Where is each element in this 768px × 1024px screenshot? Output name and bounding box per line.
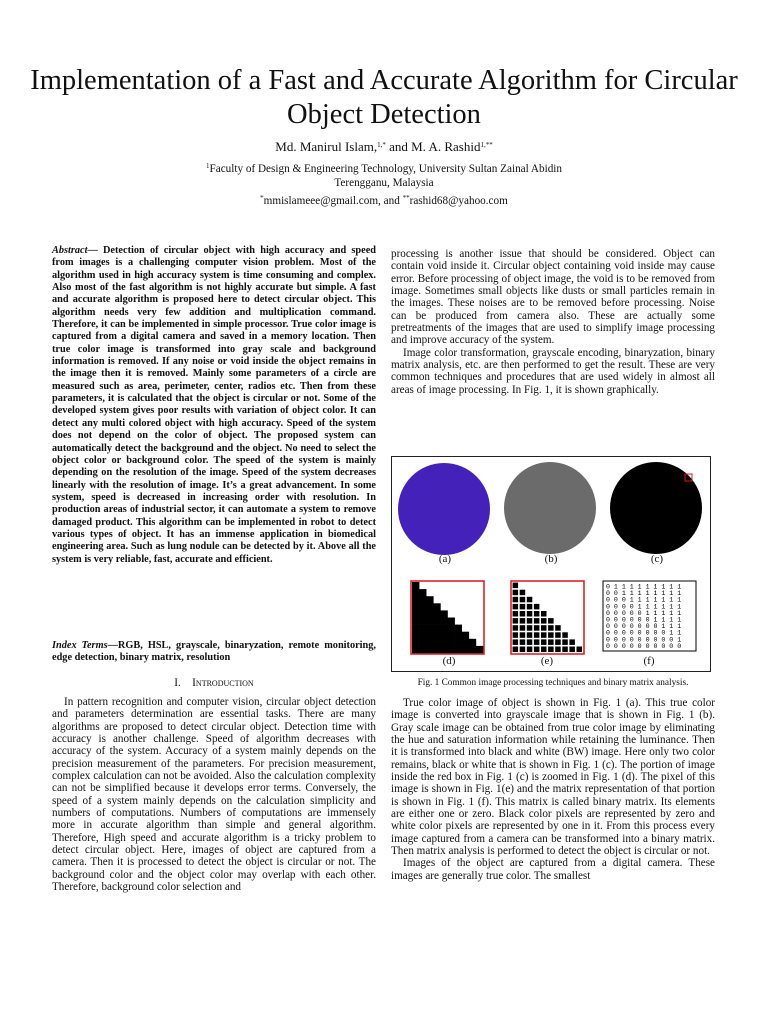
right-column-bottom — [391, 697, 715, 882]
abstract-text: Detection of circular object with high accuracy and speed from images is a challenging computer vision problem. Most of the algorithm used in high accuracy system is time consuming and complex. Also most of the fast algorithm is not highly accurate but simple. A fast and accurate algorithm is proposed here to detect circular object. This algorithm needs very few addition and multiplication command. Therefore, it can be implemented in simple processor. True color image is captured from a digital camera and saved in a memory location. Then true color image is transformed into gray scale and background information is removed. If any noise or void inside the object remains in the image then it is removed. Mainly some parameters of a circle are measured such as area, perimeter, center, radios etc. Then from these parameters, it is calculated that the object is circular or not. Some of the developed system gives poor results with variation of object color. It can detect any multi colored object with high accuracy. Speed of the system does not depend on the color of object. The proposed system can automatically detect the background and the object. No need to select the object color or background color. The speed of the system is mainly depending on the resolution of the image. Speed of the system decreases linearly with the resolution of image. It’s a great advancement. In some system, speed is decreased in increasing order with resolution. In production areas of industrial sector, it can automate a system to remove damaged product. This algorithm can be implemented in robot to detect various types of object. It has an immense application in biomedical engineering area. Such as lung nodule can be detected by it. Above all the system is very reliable, fast, accurate and efficient. — [52, 245, 376, 565]
pixel-cell — [513, 632, 519, 638]
pixel-cell — [513, 647, 519, 653]
matrix-row: 0 0 0 0 0 1 1 1 1 1 — [606, 609, 682, 617]
zoom-pixel — [433, 632, 440, 639]
pixel-cell — [541, 611, 547, 617]
author-2: M. A. Rashid — [411, 139, 481, 154]
pixel-cell — [548, 618, 554, 624]
affiliation-marker: 1 — [206, 162, 210, 170]
zoom-pixel — [426, 610, 433, 617]
zoom-pixel — [440, 646, 447, 653]
zoom-pixel — [426, 639, 433, 646]
right-column-top — [391, 248, 715, 396]
index-terms — [52, 640, 376, 665]
abstract — [52, 245, 376, 566]
body-paragraph: Image color transformation, grayscale encoding, binaryzation, binary matrix analysis, etc. are then performed to get the result. These are very common techniques and procedures that are used widely in almost all areas of image processing. In Fig. 1, it is shown graphically. — [391, 346, 715, 396]
pixel-cell — [555, 647, 561, 653]
author-1-marker: 1,* — [377, 141, 386, 149]
zoom-pixel — [448, 625, 455, 632]
figure-1 — [391, 456, 711, 672]
label-f: (f) — [643, 655, 655, 667]
pixel-cell — [548, 639, 554, 645]
zoom-pixel — [419, 610, 426, 617]
zoom-pixel — [419, 639, 426, 646]
zoom-pixel — [419, 589, 426, 596]
grayscale-circle — [504, 462, 596, 554]
zoom-pixel — [426, 625, 433, 632]
pixel-cell — [520, 604, 526, 610]
pixel-cell — [569, 647, 575, 653]
zoom-pixel — [412, 639, 419, 646]
index-terms-dash: — — [107, 640, 118, 651]
zoom-pixel — [440, 632, 447, 639]
zoom-pixel — [462, 632, 469, 639]
pixel-cell — [527, 604, 533, 610]
label-d: (d) — [442, 655, 456, 667]
zoom-pixel — [412, 646, 419, 653]
pixel-cell — [548, 647, 554, 653]
introduction-body — [52, 696, 376, 894]
figure-caption: Fig. 1 Common image processing techniques and binary matrix analysis. — [417, 678, 689, 688]
pixel-cell — [541, 625, 547, 631]
author-1: Md. Manirul Islam, — [275, 139, 378, 154]
label-b: (b) — [544, 553, 558, 565]
zoom-pixel — [448, 639, 455, 646]
zoom-pixel — [440, 610, 447, 617]
matrix-row: 0 0 0 0 0 0 0 0 0 1 — [606, 636, 682, 644]
zoom-pixel — [433, 603, 440, 610]
pixel-cell — [562, 632, 568, 638]
zoom-pixel — [412, 625, 419, 632]
true-color-circle — [398, 463, 490, 555]
label-c: (c) — [650, 553, 664, 565]
pixel-cell — [513, 604, 519, 610]
zoom-pixel — [426, 618, 433, 625]
pixel-cell — [513, 611, 519, 617]
body-paragraph: True color image of object is shown in Fig. 1 (a). This true color image is converted into grayscale image that is shown in Fig. 1 (b). Gray scale image can be obtained from true color image by eliminating the hue and saturation information while retaining the luminance. Then it is transformed into black and white (BW) image. Here only two color remains, black or white that is shown in Fig. 1 (c). The portion of image inside the red box in Fig. 1 (c) is zoomed in Fig. 1 (d). The pixel of this image is shown in Fig. 1(e) and the matrix representation of that portion is shown in Fig. 1 (f). This matrix is called binary matrix. Its elements are either one or zero. Black color pixels are represented by zero and white color pixels are represented by one in it. From this process every image captured from a camera can be transformed into a binary matrix. Then matrix analysis is performed to detect the object is circular or not. — [391, 697, 715, 858]
pixel-cell — [541, 618, 547, 624]
zoom-pixel — [412, 632, 419, 639]
pixel-cell — [534, 625, 540, 631]
author-2-marker: 1,** — [480, 141, 493, 149]
pixel-cell — [520, 597, 526, 603]
matrix-row: 0 0 0 0 0 0 0 0 1 1 — [606, 629, 682, 637]
section-title: Introduction — [192, 677, 254, 689]
pixel-cell — [555, 632, 561, 638]
pixel-cell — [534, 604, 540, 610]
zoom-pixel — [433, 639, 440, 646]
zoom-pixel — [440, 618, 447, 625]
zoom-pixel — [448, 646, 455, 653]
pixel-cell — [534, 611, 540, 617]
pixel-cell — [527, 597, 533, 603]
matrix-row: 0 0 0 0 0 0 0 0 0 0 — [606, 642, 682, 650]
pixel-cell — [520, 639, 526, 645]
zoom-pixel — [433, 610, 440, 617]
pixel-cell — [534, 647, 540, 653]
pixel-cell — [520, 590, 526, 596]
pixel-cell — [527, 632, 533, 638]
pixel-cell — [520, 632, 526, 638]
zoom-pixel — [412, 582, 419, 589]
zoom-pixel — [426, 596, 433, 603]
pixel-cell — [527, 639, 533, 645]
pixel-cell — [555, 625, 561, 631]
matrix-row: 0 0 0 1 1 1 1 1 1 1 — [606, 596, 682, 604]
pixel-cell — [569, 639, 575, 645]
author-conjunction: and — [385, 139, 412, 154]
affiliation — [0, 162, 768, 190]
pixel-cell — [541, 632, 547, 638]
zoom-pixel — [433, 625, 440, 632]
zoom-pixel — [419, 596, 426, 603]
affiliation-line-2: Terengganu, Malaysia — [334, 177, 434, 189]
section-number: I. — [174, 677, 181, 689]
pixel-cell — [520, 618, 526, 624]
pixel-cell — [513, 625, 519, 631]
abstract-dash: — — [87, 245, 103, 256]
zoom-pixel — [419, 646, 426, 653]
zoom-pixel — [426, 632, 433, 639]
index-terms-label: Index Terms — [52, 640, 108, 651]
pixel-cell — [513, 590, 519, 596]
pixel-cell — [534, 639, 540, 645]
zoom-pixel — [419, 632, 426, 639]
pixel-cell — [527, 618, 533, 624]
matrix-row: 0 0 1 1 1 1 1 1 1 1 — [606, 590, 682, 598]
email-1-marker: * — [260, 194, 264, 202]
author-line — [0, 139, 768, 155]
affiliation-line-1: Faculty of Design & Engineering Technology, University Sultan Zainal Abidin — [209, 163, 562, 175]
zoom-pixel — [469, 646, 476, 653]
zoom-pixel — [455, 639, 462, 646]
zoom-pixel — [412, 603, 419, 610]
pixel-cell — [520, 647, 526, 653]
zoom-pixel — [462, 646, 469, 653]
matrix-row: 0 0 0 0 1 1 1 1 1 1 — [606, 603, 682, 611]
pixel-cell — [541, 647, 547, 653]
pixel-cell — [548, 625, 554, 631]
pixel-cell — [527, 647, 533, 653]
pixel-cell — [548, 632, 554, 638]
zoom-pixel — [448, 618, 455, 625]
body-paragraph: Images of the object are captured from a digital camera. These images are generally true color. The smallest — [391, 857, 715, 882]
zoom-pixel — [419, 603, 426, 610]
email-1: mmislameee@gmail.com, and — [263, 195, 403, 207]
pixel-cell — [562, 639, 568, 645]
zoom-pixel — [455, 625, 462, 632]
pixel-cell — [520, 611, 526, 617]
email-line — [0, 195, 768, 207]
zoom-pixel — [426, 646, 433, 653]
paper-title: Implementation of a Fast and Accurate Algorithm for Circular Object Detection — [30, 65, 738, 130]
pixel-cell — [513, 639, 519, 645]
zoom-pixel — [412, 610, 419, 617]
zoom-pixel — [433, 646, 440, 653]
label-a: (a) — [438, 553, 452, 565]
pixel-cell — [534, 618, 540, 624]
zoom-pixel — [433, 618, 440, 625]
pixel-cell — [513, 618, 519, 624]
body-paragraph: processing is another issue that should be considered. Object can contain void inside it. Circular object containing void inside may cause error. Before processing of object image, the void is to be removed from image. Sometimes small objects like dusts or small particles remain in the images. These noises are to be removed before processing. Noise can be produced from camera also. These are actually some pretreatments of the images that are used to simplify image processing and improve accuracy of the system. — [391, 248, 715, 347]
email-2-marker: ** — [402, 194, 410, 202]
pixel-cell — [513, 583, 519, 589]
zoom-pixel — [412, 596, 419, 603]
pixel-cell — [520, 625, 526, 631]
matrix-row: 0 0 0 0 0 0 0 1 1 1 — [606, 623, 682, 631]
zoom-pixel — [469, 639, 476, 646]
pixel-cell — [555, 639, 561, 645]
zoom-pixel — [448, 632, 455, 639]
section-heading — [52, 677, 376, 689]
zoom-pixel — [440, 625, 447, 632]
zoomed-region-panel — [411, 581, 484, 654]
zoom-pixel — [476, 646, 483, 653]
zoom-pixel — [455, 646, 462, 653]
zoom-pixel — [419, 625, 426, 632]
pixel-cell — [541, 639, 547, 645]
pixel-cell — [534, 632, 540, 638]
pixel-cell — [513, 597, 519, 603]
pixel-cell — [527, 611, 533, 617]
pixel-cell — [562, 647, 568, 653]
label-e: (e) — [540, 655, 554, 667]
binary-circle — [610, 462, 702, 554]
pixel-cell — [527, 625, 533, 631]
zoom-pixel — [426, 603, 433, 610]
index-terms-text: RGB, HSL, grayscale, binaryzation, remote monitoring, edge detection, binary matrix, resolution — [52, 640, 376, 664]
zoom-pixel — [455, 632, 462, 639]
intro-paragraph: In pattern recognition and computer vision, circular object detection and parameters determination are essential tasks. There are many algorithms are proposed to detect circular object. Detection time with accuracy is another challenge. Speed of algorithm decreases with accuracy of the system. Accuracy of a system mainly depends on the precision measurement of the parameters. For precision measurement, complex calculation can not be avoided. Also the calculation complexity can not be simplified because it develops error terms. Conversely, the speed of a system mainly depends on the calculation simplicity and numbers of computations. Numbers of computations are immensely more in accurate algorithm than simple and general algorithm. Therefore, High speed and accurate algorithm is a tricky problem to detect circular object. Here, images of object are captured from a camera. Then it is processed to detect the object is circular or not. The background color and the object color may overlap with each other. Therefore, background color selection and — [52, 696, 376, 894]
zoom-pixel — [412, 589, 419, 596]
binary-matrix-panel — [603, 581, 696, 651]
matrix-row: 0 1 1 1 1 1 1 1 1 1 — [606, 583, 682, 591]
zoom-pixel — [412, 618, 419, 625]
zoom-pixel — [440, 639, 447, 646]
zoom-pixel — [462, 639, 469, 646]
pixel-cell — [577, 647, 583, 653]
abstract-label: Abstract — [52, 245, 88, 256]
email-2: rashid68@yahoo.com — [409, 195, 508, 207]
matrix-row: 0 0 0 0 0 0 1 1 1 1 — [606, 616, 682, 624]
zoom-pixel — [419, 618, 426, 625]
pixel-grid-panel — [511, 581, 584, 654]
